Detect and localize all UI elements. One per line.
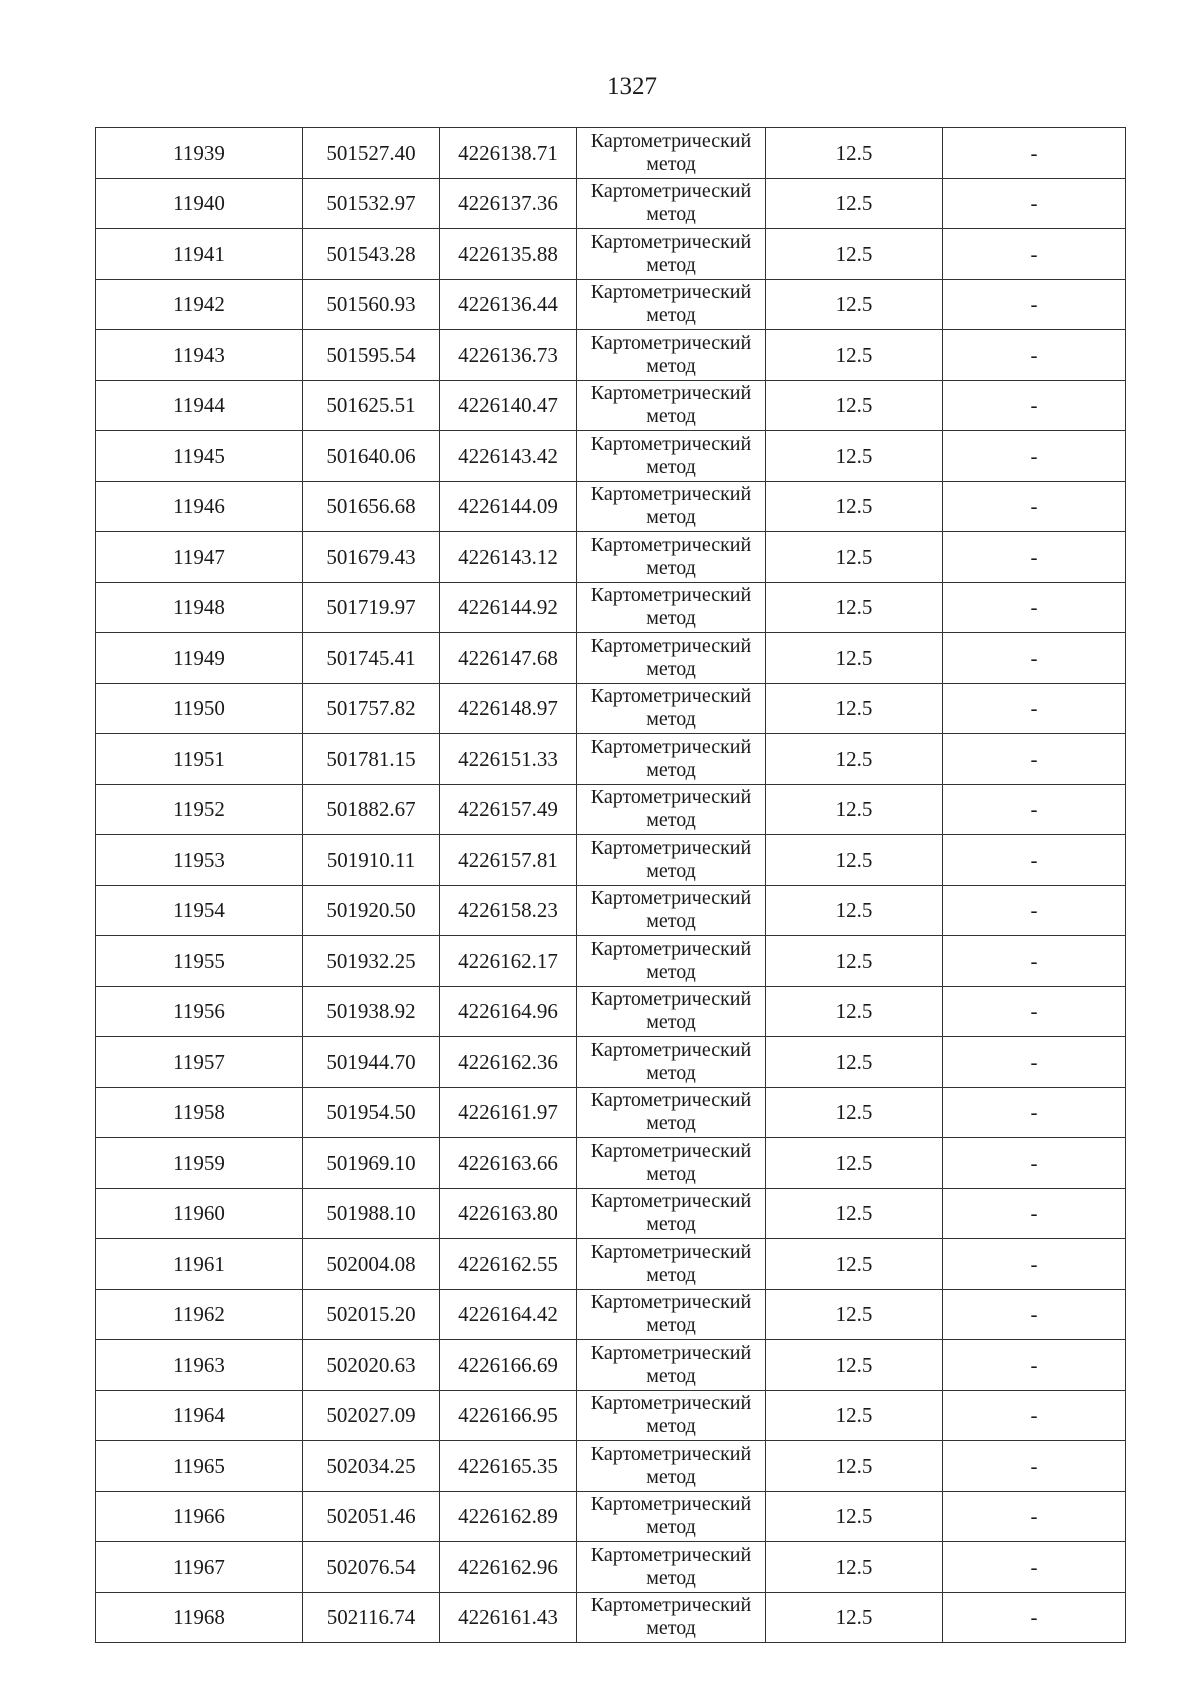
- method-line-1: Картометрический: [590, 129, 752, 152]
- table-body: [96, 128, 1126, 1643]
- accuracy-cell: 12.5: [766, 229, 943, 280]
- accuracy-cell: 12.5: [766, 532, 943, 583]
- note-cell: -: [943, 1138, 1126, 1189]
- note-cell: -: [943, 633, 1126, 684]
- accuracy-cell: 12.5: [766, 279, 943, 330]
- accuracy-cell: 12.5: [766, 633, 943, 684]
- note-cell: -: [943, 1239, 1126, 1290]
- table-row: [96, 481, 1126, 532]
- note-cell: -: [943, 1087, 1126, 1138]
- note-cell: -: [943, 128, 1126, 179]
- point-number-cell: 11963: [96, 1340, 303, 1391]
- note-cell: -: [943, 734, 1126, 785]
- method-line-1: Картометрический: [590, 988, 752, 1011]
- table-row: [96, 1491, 1126, 1542]
- method-line-2: метод: [646, 354, 696, 377]
- note-cell: -: [943, 178, 1126, 229]
- coordinates-table: [95, 127, 1126, 1643]
- method-line-1: Картометрический: [590, 331, 752, 354]
- point-number-cell: 11953: [96, 835, 303, 886]
- x-coordinate-cell: 501932.25: [303, 936, 440, 987]
- method-cell: [577, 1239, 766, 1290]
- note-cell: -: [943, 1289, 1126, 1340]
- table-row: [96, 380, 1126, 431]
- method-cell: [577, 885, 766, 936]
- method-line-2: метод: [646, 1112, 696, 1135]
- method-cell: [577, 481, 766, 532]
- y-coordinate-cell: 4226164.42: [440, 1289, 577, 1340]
- x-coordinate-cell: 502015.20: [303, 1289, 440, 1340]
- point-number-cell: 11948: [96, 582, 303, 633]
- x-coordinate-cell: 501757.82: [303, 683, 440, 734]
- accuracy-cell: 12.5: [766, 1542, 943, 1593]
- method-line-1: Картометрический: [590, 1594, 752, 1617]
- method-line-2: метод: [646, 607, 696, 630]
- table-row: [96, 1592, 1126, 1643]
- y-coordinate-cell: 4226165.35: [440, 1441, 577, 1492]
- point-number-cell: 11954: [96, 885, 303, 936]
- x-coordinate-cell: 501954.50: [303, 1087, 440, 1138]
- note-cell: -: [943, 279, 1126, 330]
- accuracy-cell: 12.5: [766, 936, 943, 987]
- x-coordinate-cell: 501656.68: [303, 481, 440, 532]
- x-coordinate-cell: 501781.15: [303, 734, 440, 785]
- point-number-cell: 11958: [96, 1087, 303, 1138]
- method-line-1: Картометрический: [590, 937, 752, 960]
- method-line-2: метод: [646, 203, 696, 226]
- method-line-2: метод: [646, 455, 696, 478]
- method-cell: [577, 986, 766, 1037]
- accuracy-cell: 12.5: [766, 178, 943, 229]
- accuracy-cell: 12.5: [766, 1188, 943, 1239]
- table-row: [96, 986, 1126, 1037]
- method-cell: [577, 330, 766, 381]
- method-line-1: Картометрический: [590, 1038, 752, 1061]
- method-cell: [577, 128, 766, 179]
- method-line-1: Картометрический: [590, 180, 752, 203]
- x-coordinate-cell: 501745.41: [303, 633, 440, 684]
- y-coordinate-cell: 4226144.92: [440, 582, 577, 633]
- method-line-1: Картометрический: [590, 1392, 752, 1415]
- note-cell: -: [943, 1340, 1126, 1391]
- note-cell: -: [943, 784, 1126, 835]
- method-cell: [577, 936, 766, 987]
- note-cell: -: [943, 330, 1126, 381]
- accuracy-cell: 12.5: [766, 431, 943, 482]
- method-line-1: Картометрический: [590, 483, 752, 506]
- note-cell: -: [943, 885, 1126, 936]
- method-line-1: Картометрический: [590, 533, 752, 556]
- method-cell: [577, 633, 766, 684]
- method-cell: [577, 1087, 766, 1138]
- page-number: 1327: [607, 73, 657, 100]
- x-coordinate-cell: 501640.06: [303, 431, 440, 482]
- point-number-cell: 11960: [96, 1188, 303, 1239]
- method-cell: [577, 1542, 766, 1593]
- table-row: [96, 734, 1126, 785]
- point-number-cell: 11962: [96, 1289, 303, 1340]
- y-coordinate-cell: 4226147.68: [440, 633, 577, 684]
- note-cell: -: [943, 532, 1126, 583]
- accuracy-cell: 12.5: [766, 481, 943, 532]
- accuracy-cell: 12.5: [766, 784, 943, 835]
- method-cell: [577, 1491, 766, 1542]
- y-coordinate-cell: 4226144.09: [440, 481, 577, 532]
- method-line-1: Картометрический: [590, 1341, 752, 1364]
- method-cell: [577, 1188, 766, 1239]
- point-number-cell: 11939: [96, 128, 303, 179]
- point-number-cell: 11964: [96, 1390, 303, 1441]
- method-line-2: метод: [646, 1415, 696, 1438]
- point-number-cell: 11945: [96, 431, 303, 482]
- y-coordinate-cell: 4226143.12: [440, 532, 577, 583]
- y-coordinate-cell: 4226140.47: [440, 380, 577, 431]
- method-line-1: Картометрический: [590, 836, 752, 859]
- method-line-1: Картометрический: [590, 685, 752, 708]
- point-number-cell: 11940: [96, 178, 303, 229]
- note-cell: -: [943, 1390, 1126, 1441]
- method-line-1: Картометрический: [590, 281, 752, 304]
- table-row: [96, 1188, 1126, 1239]
- method-line-1: Картометрический: [590, 1493, 752, 1516]
- point-number-cell: 11947: [96, 532, 303, 583]
- method-cell: [577, 582, 766, 633]
- accuracy-cell: 12.5: [766, 1592, 943, 1643]
- y-coordinate-cell: 4226135.88: [440, 229, 577, 280]
- x-coordinate-cell: 502051.46: [303, 1491, 440, 1542]
- accuracy-cell: 12.5: [766, 734, 943, 785]
- y-coordinate-cell: 4226166.69: [440, 1340, 577, 1391]
- y-coordinate-cell: 4226137.36: [440, 178, 577, 229]
- table-row: [96, 1239, 1126, 1290]
- accuracy-cell: 12.5: [766, 128, 943, 179]
- method-line-2: метод: [646, 1465, 696, 1488]
- x-coordinate-cell: 502004.08: [303, 1239, 440, 1290]
- method-line-2: метод: [646, 1061, 696, 1084]
- method-line-2: метод: [646, 1162, 696, 1185]
- note-cell: -: [943, 431, 1126, 482]
- y-coordinate-cell: 4226136.44: [440, 279, 577, 330]
- method-line-1: Картометрический: [590, 230, 752, 253]
- table-row: [96, 1441, 1126, 1492]
- note-cell: -: [943, 582, 1126, 633]
- x-coordinate-cell: 501625.51: [303, 380, 440, 431]
- x-coordinate-cell: 501560.93: [303, 279, 440, 330]
- method-line-2: метод: [646, 809, 696, 832]
- method-cell: [577, 1390, 766, 1441]
- table-row: [96, 229, 1126, 280]
- point-number-cell: 11959: [96, 1138, 303, 1189]
- x-coordinate-cell: 501938.92: [303, 986, 440, 1037]
- accuracy-cell: 12.5: [766, 885, 943, 936]
- method-line-1: Картометрический: [590, 1190, 752, 1213]
- y-coordinate-cell: 4226138.71: [440, 128, 577, 179]
- note-cell: -: [943, 380, 1126, 431]
- point-number-cell: 11949: [96, 633, 303, 684]
- point-number-cell: 11957: [96, 1037, 303, 1088]
- x-coordinate-cell: 501719.97: [303, 582, 440, 633]
- y-coordinate-cell: 4226157.81: [440, 835, 577, 886]
- x-coordinate-cell: 501944.70: [303, 1037, 440, 1088]
- accuracy-cell: 12.5: [766, 1239, 943, 1290]
- table-row: [96, 835, 1126, 886]
- point-number-cell: 11941: [96, 229, 303, 280]
- method-cell: [577, 178, 766, 229]
- method-line-2: метод: [646, 1011, 696, 1034]
- x-coordinate-cell: 501543.28: [303, 229, 440, 280]
- method-line-2: метод: [646, 708, 696, 731]
- point-number-cell: 11967: [96, 1542, 303, 1593]
- accuracy-cell: 12.5: [766, 1138, 943, 1189]
- method-cell: [577, 1037, 766, 1088]
- note-cell: -: [943, 1491, 1126, 1542]
- method-line-1: Картометрический: [590, 887, 752, 910]
- y-coordinate-cell: 4226161.97: [440, 1087, 577, 1138]
- y-coordinate-cell: 4226143.42: [440, 431, 577, 482]
- accuracy-cell: 12.5: [766, 1087, 943, 1138]
- point-number-cell: 11961: [96, 1239, 303, 1290]
- method-cell: [577, 279, 766, 330]
- accuracy-cell: 12.5: [766, 1491, 943, 1542]
- method-line-1: Картометрический: [590, 786, 752, 809]
- method-line-1: Картометрический: [590, 584, 752, 607]
- method-line-1: Картометрический: [590, 634, 752, 657]
- method-line-2: метод: [646, 1566, 696, 1589]
- y-coordinate-cell: 4226164.96: [440, 986, 577, 1037]
- note-cell: -: [943, 936, 1126, 987]
- x-coordinate-cell: 501532.97: [303, 178, 440, 229]
- point-number-cell: 11950: [96, 683, 303, 734]
- method-line-2: метод: [646, 253, 696, 276]
- method-line-2: метод: [646, 960, 696, 983]
- method-cell: [577, 683, 766, 734]
- x-coordinate-cell: 501527.40: [303, 128, 440, 179]
- accuracy-cell: 12.5: [766, 582, 943, 633]
- point-number-cell: 11952: [96, 784, 303, 835]
- method-line-2: метод: [646, 304, 696, 327]
- method-line-2: метод: [646, 556, 696, 579]
- point-number-cell: 11968: [96, 1592, 303, 1643]
- method-cell: [577, 1138, 766, 1189]
- table-row: [96, 1087, 1126, 1138]
- note-cell: -: [943, 1592, 1126, 1643]
- method-line-2: метод: [646, 1617, 696, 1640]
- note-cell: -: [943, 986, 1126, 1037]
- method-line-1: Картометрический: [590, 1139, 752, 1162]
- table-row: [96, 178, 1126, 229]
- table-row: [96, 683, 1126, 734]
- method-line-2: метод: [646, 506, 696, 529]
- table-row: [96, 532, 1126, 583]
- x-coordinate-cell: 501882.67: [303, 784, 440, 835]
- point-number-cell: 11944: [96, 380, 303, 431]
- x-coordinate-cell: 501679.43: [303, 532, 440, 583]
- note-cell: -: [943, 835, 1126, 886]
- y-coordinate-cell: 4226163.80: [440, 1188, 577, 1239]
- point-number-cell: 11951: [96, 734, 303, 785]
- x-coordinate-cell: 502116.74: [303, 1592, 440, 1643]
- method-cell: [577, 1340, 766, 1391]
- y-coordinate-cell: 4226151.33: [440, 734, 577, 785]
- method-line-2: метод: [646, 152, 696, 175]
- x-coordinate-cell: 501969.10: [303, 1138, 440, 1189]
- table-row: [96, 633, 1126, 684]
- point-number-cell: 11956: [96, 986, 303, 1037]
- method-line-1: Картометрический: [590, 432, 752, 455]
- point-number-cell: 11955: [96, 936, 303, 987]
- table-row: [96, 1138, 1126, 1189]
- method-cell: [577, 835, 766, 886]
- method-line-2: метод: [646, 1314, 696, 1337]
- table-row: [96, 431, 1126, 482]
- method-line-2: метод: [646, 1364, 696, 1387]
- y-coordinate-cell: 4226161.43: [440, 1592, 577, 1643]
- method-cell: [577, 1441, 766, 1492]
- x-coordinate-cell: 502027.09: [303, 1390, 440, 1441]
- method-cell: [577, 229, 766, 280]
- method-line-2: метод: [646, 910, 696, 933]
- note-cell: -: [943, 1542, 1126, 1593]
- method-cell: [577, 431, 766, 482]
- table-row: [96, 885, 1126, 936]
- x-coordinate-cell: 501910.11: [303, 835, 440, 886]
- x-coordinate-cell: 502076.54: [303, 1542, 440, 1593]
- accuracy-cell: 12.5: [766, 330, 943, 381]
- table-row: [96, 1542, 1126, 1593]
- x-coordinate-cell: 501595.54: [303, 330, 440, 381]
- table-row: [96, 784, 1126, 835]
- method-line-2: метод: [646, 758, 696, 781]
- y-coordinate-cell: 4226162.55: [440, 1239, 577, 1290]
- method-line-2: метод: [646, 657, 696, 680]
- accuracy-cell: 12.5: [766, 1340, 943, 1391]
- note-cell: -: [943, 1037, 1126, 1088]
- table-row: [96, 1340, 1126, 1391]
- method-cell: [577, 734, 766, 785]
- table-row: [96, 279, 1126, 330]
- method-line-1: Картометрический: [590, 735, 752, 758]
- point-number-cell: 11942: [96, 279, 303, 330]
- method-cell: [577, 380, 766, 431]
- method-line-2: метод: [646, 859, 696, 882]
- point-number-cell: 11946: [96, 481, 303, 532]
- y-coordinate-cell: 4226158.23: [440, 885, 577, 936]
- x-coordinate-cell: 502034.25: [303, 1441, 440, 1492]
- y-coordinate-cell: 4226148.97: [440, 683, 577, 734]
- table-row: [96, 1390, 1126, 1441]
- y-coordinate-cell: 4226162.96: [440, 1542, 577, 1593]
- accuracy-cell: 12.5: [766, 1289, 943, 1340]
- y-coordinate-cell: 4226166.95: [440, 1390, 577, 1441]
- point-number-cell: 11943: [96, 330, 303, 381]
- note-cell: -: [943, 229, 1126, 280]
- point-number-cell: 11965: [96, 1441, 303, 1492]
- x-coordinate-cell: 501920.50: [303, 885, 440, 936]
- method-line-2: метод: [646, 405, 696, 428]
- table-row: [96, 330, 1126, 381]
- note-cell: -: [943, 1441, 1126, 1492]
- accuracy-cell: 12.5: [766, 986, 943, 1037]
- method-line-1: Картометрический: [590, 1089, 752, 1112]
- note-cell: -: [943, 683, 1126, 734]
- table-row: [96, 936, 1126, 987]
- method-line-1: Картометрический: [590, 382, 752, 405]
- note-cell: -: [943, 481, 1126, 532]
- accuracy-cell: 12.5: [766, 683, 943, 734]
- accuracy-cell: 12.5: [766, 1390, 943, 1441]
- table-row: [96, 1289, 1126, 1340]
- method-cell: [577, 784, 766, 835]
- accuracy-cell: 12.5: [766, 1441, 943, 1492]
- accuracy-cell: 12.5: [766, 835, 943, 886]
- method-line-2: метод: [646, 1213, 696, 1236]
- method-cell: [577, 1289, 766, 1340]
- accuracy-cell: 12.5: [766, 380, 943, 431]
- x-coordinate-cell: 501988.10: [303, 1188, 440, 1239]
- method-cell: [577, 532, 766, 583]
- table-row: [96, 128, 1126, 179]
- method-cell: [577, 1592, 766, 1643]
- method-line-1: Картометрический: [590, 1240, 752, 1263]
- method-line-1: Картометрический: [590, 1543, 752, 1566]
- note-cell: -: [943, 1188, 1126, 1239]
- table-row: [96, 582, 1126, 633]
- x-coordinate-cell: 502020.63: [303, 1340, 440, 1391]
- y-coordinate-cell: 4226162.17: [440, 936, 577, 987]
- table-row: [96, 1037, 1126, 1088]
- y-coordinate-cell: 4226162.89: [440, 1491, 577, 1542]
- method-line-2: метод: [646, 1263, 696, 1286]
- y-coordinate-cell: 4226163.66: [440, 1138, 577, 1189]
- y-coordinate-cell: 4226136.73: [440, 330, 577, 381]
- y-coordinate-cell: 4226157.49: [440, 784, 577, 835]
- accuracy-cell: 12.5: [766, 1037, 943, 1088]
- point-number-cell: 11966: [96, 1491, 303, 1542]
- method-line-1: Картометрический: [590, 1291, 752, 1314]
- y-coordinate-cell: 4226162.36: [440, 1037, 577, 1088]
- method-line-2: метод: [646, 1516, 696, 1539]
- method-line-1: Картометрический: [590, 1442, 752, 1465]
